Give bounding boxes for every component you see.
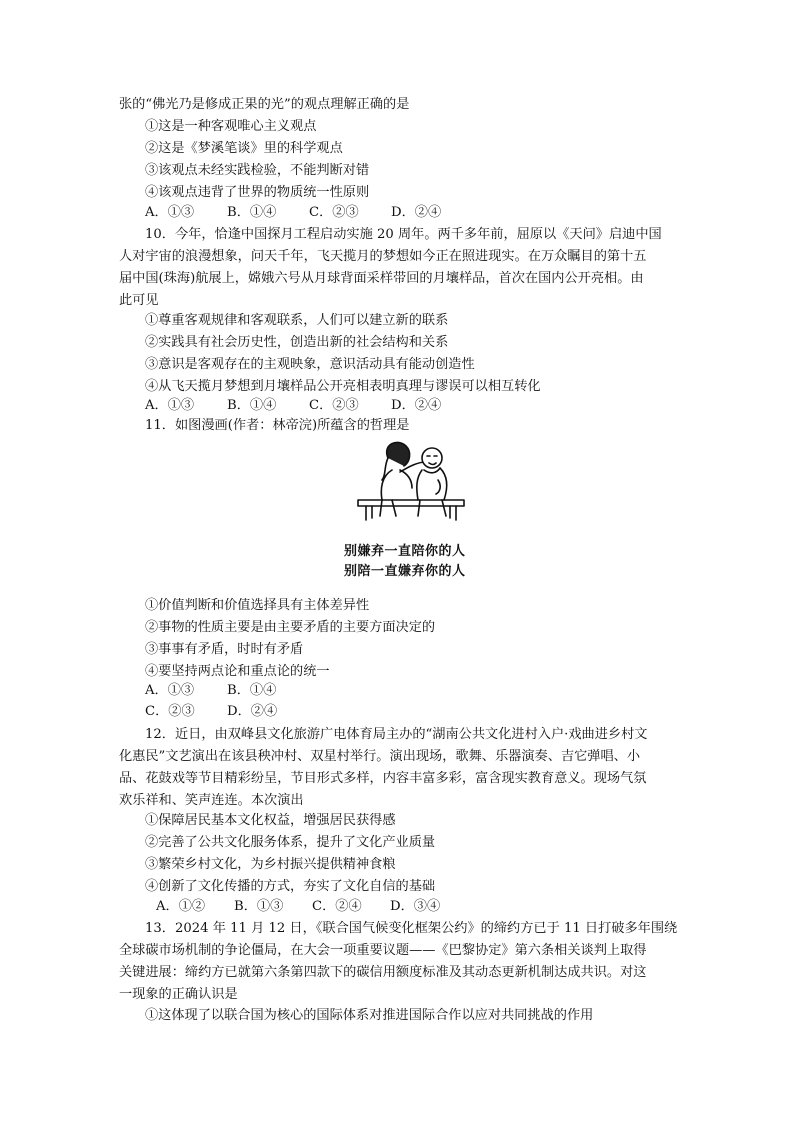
q9-statement-2: ②这是《梦溪笔谈》里的科学观点 [145, 141, 343, 156]
q9-option-d[interactable]: D．②④ [391, 205, 442, 220]
q9-stem-tail: 张的“佛光乃是修成正果的光”的观点理解正确的是 [119, 97, 410, 112]
q10-option-d[interactable]: D．②④ [391, 398, 442, 413]
q11-option-a[interactable]: A．①③ [145, 683, 195, 698]
q10-option-b[interactable]: B．①④ [227, 398, 277, 413]
q10-statement-2: ②实践具有社会历史性，创造出新的社会结构和关系 [145, 335, 449, 350]
q13-statement-1: ①这体现了以联合国为核心的国际体系对推进国际合作以应对共同挑战的作用 [145, 1008, 594, 1023]
q12-stem-line-1: 12．近日，由双峰县文化旅游广电体育局主办的“湖南公共文化进村入户·戏曲进乡村文 [145, 727, 648, 742]
q12-statement-2: ②完善了公共文化服务体系，提升了文化产业质量 [145, 835, 436, 850]
q10-statement-3: ③意识是客观存在的主观映象，意识活动具有能动创造性 [145, 357, 475, 372]
q10-statement-4: ④从飞天揽月梦想到月壤样品公开亮相表明真理与谬误可以相互转化 [145, 379, 541, 394]
q9-statement-4: ④该观点违背了世界的物质统一性原则 [145, 185, 370, 200]
q11-option-b[interactable]: B．①④ [227, 683, 277, 698]
q11-options-row-1 [145, 683, 309, 699]
q12-statement-4: ④创新了文化传播的方式，夯实了文化自信的基础 [145, 879, 436, 894]
q10-statement-1: ①尊重客观规律和客观联系，人们可以建立新的联系 [145, 313, 449, 328]
q12-statement-3: ③繁荣乡村文化，为乡村振兴提供精神食粮 [145, 857, 396, 872]
q11-statement-2: ②事物的性质主要是由主要矛盾的主要方面决定的 [145, 620, 436, 635]
q13-stem-line-3: 关键进展：缔约方已就第六条第四款下的碳信用额度标准及其动态更新机制达成共识。对这 [119, 965, 647, 980]
q13-stem-line-4: 一现象的正确认识是 [119, 987, 238, 1002]
q12-option-a[interactable]: A．①② [156, 899, 206, 914]
q9-option-a[interactable]: A．①③ [145, 205, 195, 220]
q10-stem-line-1: 10．今年，恰逢中国探月工程启动实施 20 周年。两千多年前，屈原以《天问》启迪中国 [145, 227, 662, 242]
q11-option-c[interactable]: C．②③ [145, 704, 195, 719]
q13-stem-line-2: 全球碳市场机制的争论僵局，在大会一项重要议题——《巴黎协定》第六条相关谈判上取得 [119, 943, 647, 958]
cartoon-illustration [352, 436, 472, 526]
q10-option-c[interactable]: C．②③ [309, 398, 359, 413]
q9-option-b[interactable]: B．①④ [227, 205, 277, 220]
q10-stem-line-2: 人对宇宙的浪漫想象，问天千年，飞天揽月的梦想如今正在照进现实。在万众瞩目的第十五 [119, 249, 647, 264]
q9-option-c[interactable]: C．②③ [309, 205, 359, 220]
q11-options-row-2 [145, 704, 309, 720]
q11-statement-3: ③事事有矛盾，时时有矛盾 [145, 642, 304, 657]
q12-statement-1: ①保障居民基本文化权益，增强居民获得感 [145, 813, 396, 828]
q12-option-c[interactable]: C．②④ [312, 899, 362, 914]
q10-stem-line-3: 届中国(珠海)航展上，嫦娥六号从月球背面采样带回的月壤样品，首次在国内公开亮相。由 [119, 271, 644, 286]
q12-option-b[interactable]: B．①③ [234, 899, 284, 914]
q9-statement-3: ③该观点未经实践检验，不能判断对错 [145, 163, 370, 178]
cartoon-caption-line-2: 别陪一直嫌弃你的人 [344, 564, 466, 579]
q12-options [156, 899, 468, 915]
cartoon-caption-line-1: 别嫌弃一直陪你的人 [344, 544, 466, 559]
q10-stem-line-4: 此可见 [119, 293, 159, 308]
q11-stem: 11．如图漫画(作者：林帝浣)所蕴含的哲理是 [145, 418, 410, 433]
q13-stem-line-1: 13．2024 年 11 月 12 日，《联合国气候变化框架公约》的缔约方已于 11 日打破多年围绕 [145, 921, 678, 936]
q12-stem-line-3: 品、花鼓戏等节目精彩纷呈，节目形式多样，内容丰富多彩，富含现实教育意义。现场气氛 [119, 771, 647, 786]
q12-stem-line-2: 化惠民”文艺演出在该县秧冲村、双星村举行。演出现场，歌舞、乐器演奏、吉它弹唱、小 [119, 749, 641, 764]
q12-option-d[interactable]: D．③④ [390, 899, 441, 914]
q9-statement-1: ①这是一种客观唯心主义观点 [145, 119, 317, 134]
q11-statement-4: ④要坚持两点论和重点论的统一 [145, 664, 330, 679]
q11-statement-1: ①价值判断和价值选择具有主体差异性 [145, 598, 370, 613]
q10-options [145, 398, 473, 414]
q11-option-d[interactable]: D．②④ [227, 704, 278, 719]
q9-options [145, 205, 473, 221]
q10-option-a[interactable]: A．①③ [145, 398, 195, 413]
q12-stem-line-4: 欢乐祥和、笑声连连。本次演出 [119, 793, 304, 808]
